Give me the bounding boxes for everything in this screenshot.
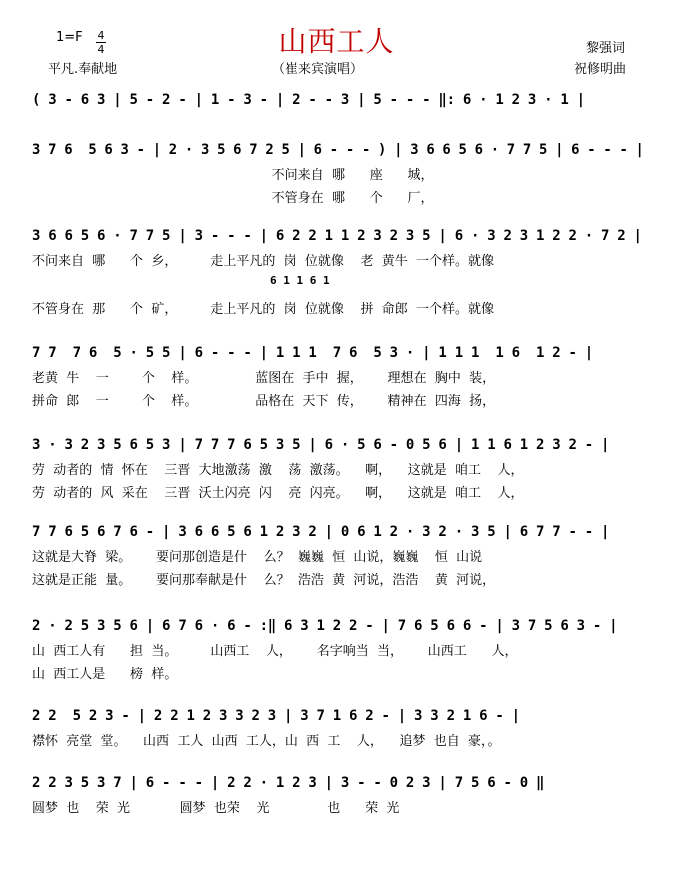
lyric-line: 这就是大脊 梁。 要问那创造是什 么？ 巍巍 恒 山说，巍巍 恒 山说 bbox=[32, 550, 483, 565]
notation-line: 7 7 6 5 6 7 6 - | 3 6 6 5 6 1 2 3 2 | 0 6 1 2 · 3 2 · 3 5 | 6 7 7 - - | bbox=[32, 524, 610, 540]
lyric-line: 不管身在 那 个 矿， 走上平凡的 岗 位就像 拼 命郎 一个样。就像 bbox=[32, 302, 494, 317]
lyric-line: 不管身在 哪 个 厂， bbox=[32, 191, 434, 206]
notation-line: 7 7 7 6 5 · 5 5 | 6 - - - | 1 1 1 7 6 5 3 · | 1 1 1 1 6 1 2 - | bbox=[32, 345, 593, 361]
lyric-line: 襟怀 亮堂 堂。 山西 工人 山西 工人，山 西 工 人， 追梦 也自 豪，。 bbox=[32, 734, 501, 749]
notation-line: 2 2 3 5 3 7 | 6 - - - | 2 2 · 1 2 3 | 3 - - 0 2 3 | 7 5 6 - 0 ‖ bbox=[32, 775, 545, 791]
lyric-line: 劳 动者的 风 采在 三晋 沃土闪亮 闪 亮 闪亮。 啊， 这就是 咱工 人， bbox=[32, 486, 524, 501]
alternate-notation: 6 1 1 6 1 bbox=[270, 274, 330, 287]
time-signature bbox=[96, 30, 106, 55]
notation-line: 3 7 6 5 6 3 - | 2 · 3 5 6 7 2 5 | 6 - - - ) | 3 6 6 5 6 · 7 7 5 | 6 - - - | bbox=[32, 142, 644, 158]
time-signature-top: 4 bbox=[97, 29, 105, 42]
time-signature-bottom: 4 bbox=[97, 43, 105, 56]
notation-line: 2 · 2 5 3 5 6 | 6 7 6 · 6 - :‖ 6 3 1 2 2 - | 7 6 5 6 6 - | 3 7 5 6 3 - | bbox=[32, 618, 618, 634]
song-title: 山西工人 bbox=[278, 25, 395, 58]
lyric-line: 不问来自 哪 个 乡， 走上平凡的 岗 位就像 老 黄牛 一个样。就像 bbox=[32, 254, 494, 269]
lyric-line: 拼命 郎 一 个 样。 品格在 天下 传， 精神在 四海 扬， bbox=[32, 394, 496, 409]
singer-credit: （崔来宾演唱） bbox=[272, 62, 364, 77]
lyricist-credit: 黎强词 bbox=[586, 41, 626, 56]
lyric-line: 山 西工人是 榜 样。 bbox=[32, 667, 178, 682]
notation-line: 2 2 5 2 3 - | 2 2 1 2 3 3 2 3 | 3 7 1 6 2 - | 3 3 2 1 6 - | bbox=[32, 708, 520, 724]
composer-credit: 祝修明曲 bbox=[574, 62, 627, 77]
notation-line: 3 · 3 2 3 5 6 5 3 | 7 7 7 6 5 3 5 | 6 · 5 6 - 0 5 6 | 1 1 6 1 2 3 2 - | bbox=[32, 437, 610, 453]
lyric-line: 不问来自 哪 座 城， bbox=[32, 168, 434, 183]
key-signature: 1=F bbox=[56, 30, 83, 45]
lyric-line: 这就是正能 量。 要问那奉献是什 么？ 浩浩 黄 河说，浩浩 黄 河说， bbox=[32, 573, 496, 588]
notation-line: 3 6 6 5 6 · 7 7 5 | 3 - - - | 6 2 2 1 1 2 3 2 3 5 | 6 · 3 2 3 1 2 2 · 7 2 | bbox=[32, 228, 642, 244]
lyric-line: 圆梦 也 荣 光 圆梦 也荣 光 也 荣 光 bbox=[32, 801, 400, 816]
performance-note: 平凡.奉献地 bbox=[48, 62, 118, 77]
lyric-line: 山 西工人有 担 当。 山西工 人， 名字响当 当， 山西工 人， bbox=[32, 644, 518, 659]
lyric-line: 老黄 牛 一 个 样。 蓝图在 手中 握， 理想在 胸中 装， bbox=[32, 371, 496, 386]
notation-line: ( 3 - 6 3 | 5 - 2 - | 1 - 3 - | 2 - - 3 | 5 - - - ‖: 6 · 1 2 3 · 1 | bbox=[32, 92, 585, 108]
lyric-line: 劳 动者的 情 怀在 三晋 大地激荡 激 荡 激荡。 啊， 这就是 咱工 人， bbox=[32, 463, 524, 478]
